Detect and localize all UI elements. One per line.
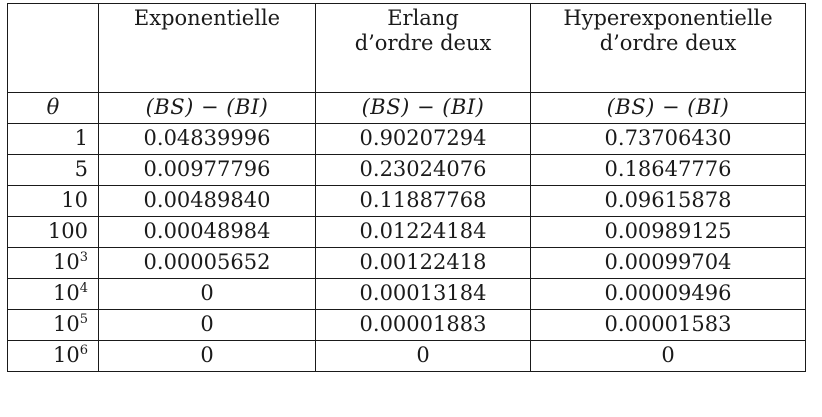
exponentielle-value: 0 — [99, 310, 316, 341]
header-hyper-line1: Hyperexponentielle — [563, 6, 773, 30]
table-row — [8, 341, 806, 372]
erlang-value: 0.00013184 — [316, 279, 531, 310]
theta-cell — [8, 155, 99, 186]
subheader-theta: θ — [8, 93, 99, 124]
exponentielle-value: 0.00489840 — [99, 186, 316, 217]
header-erlang — [316, 4, 531, 93]
theta-cell — [8, 310, 99, 341]
header-erlang-line1: Erlang — [387, 6, 459, 30]
table-row — [8, 248, 806, 279]
theta-cell — [8, 124, 99, 155]
exponentielle-value: 0.00048984 — [99, 217, 316, 248]
erlang-value: 0.23024076 — [316, 155, 531, 186]
table-row — [8, 124, 806, 155]
erlang-value: 0.01224184 — [316, 217, 531, 248]
exponentielle-value: 0 — [99, 341, 316, 372]
theta-exponent: 4 — [79, 281, 88, 297]
exponentielle-value: 0.00977796 — [99, 155, 316, 186]
header-exponentielle-label: Exponentielle — [133, 6, 281, 30]
theta-base: 1 — [74, 126, 88, 151]
hyperexponentielle-value: 0 — [531, 341, 806, 372]
hyperexponentielle-value: 0.73706430 — [531, 124, 806, 155]
theta-cell — [8, 186, 99, 217]
hyperexponentielle-value: 0.00989125 — [531, 217, 806, 248]
theta-exponent: 6 — [79, 343, 88, 359]
subheader-row — [8, 93, 806, 124]
hyperexponentielle-value: 0.00099704 — [531, 248, 806, 279]
subheader-erlang-diff: (BS) − (BI) — [316, 93, 531, 124]
header-hyper-line2: d’ordre deux — [599, 31, 737, 56]
theta-exponent: 3 — [79, 250, 88, 266]
theta-exponent: 5 — [79, 312, 88, 328]
table-row — [8, 155, 806, 186]
table-row — [8, 186, 806, 217]
theta-base: 10 — [52, 343, 80, 368]
exponentielle-value: 0 — [99, 279, 316, 310]
erlang-value: 0.00122418 — [316, 248, 531, 279]
header-empty-cell — [8, 4, 99, 93]
theta-cell — [8, 248, 99, 279]
theta-base: 10 — [52, 250, 80, 275]
hyperexponentielle-value: 0.00009496 — [531, 279, 806, 310]
erlang-value: 0.90207294 — [316, 124, 531, 155]
erlang-value: 0.11887768 — [316, 186, 531, 217]
subheader-hyper-diff: (BS) − (BI) — [531, 93, 806, 124]
theta-base: 5 — [74, 157, 88, 182]
subheader-exponentielle-diff: (BS) − (BI) — [99, 93, 316, 124]
erlang-value: 0 — [316, 341, 531, 372]
hyperexponentielle-value: 0.00001583 — [531, 310, 806, 341]
table-row — [8, 310, 806, 341]
header-erlang-line2: d’ordre deux — [354, 31, 492, 56]
table-row — [8, 217, 806, 248]
hyperexponentielle-value: 0.18647776 — [531, 155, 806, 186]
theta-base: 10 — [52, 281, 80, 306]
results-table — [7, 3, 806, 372]
header-hyperexponentielle — [531, 4, 806, 93]
theta-base: 100 — [47, 219, 88, 244]
theta-base: 10 — [52, 312, 80, 337]
exponentielle-value: 0.04839996 — [99, 124, 316, 155]
theta-cell — [8, 279, 99, 310]
table-row — [8, 279, 806, 310]
header-row — [8, 4, 806, 93]
results-table-container — [7, 3, 806, 372]
table-body — [8, 124, 806, 372]
theta-cell — [8, 341, 99, 372]
header-exponentielle — [99, 4, 316, 93]
exponentielle-value: 0.00005652 — [99, 248, 316, 279]
theta-base: 10 — [61, 188, 88, 213]
hyperexponentielle-value: 0.09615878 — [531, 186, 806, 217]
theta-cell — [8, 217, 99, 248]
erlang-value: 0.00001883 — [316, 310, 531, 341]
